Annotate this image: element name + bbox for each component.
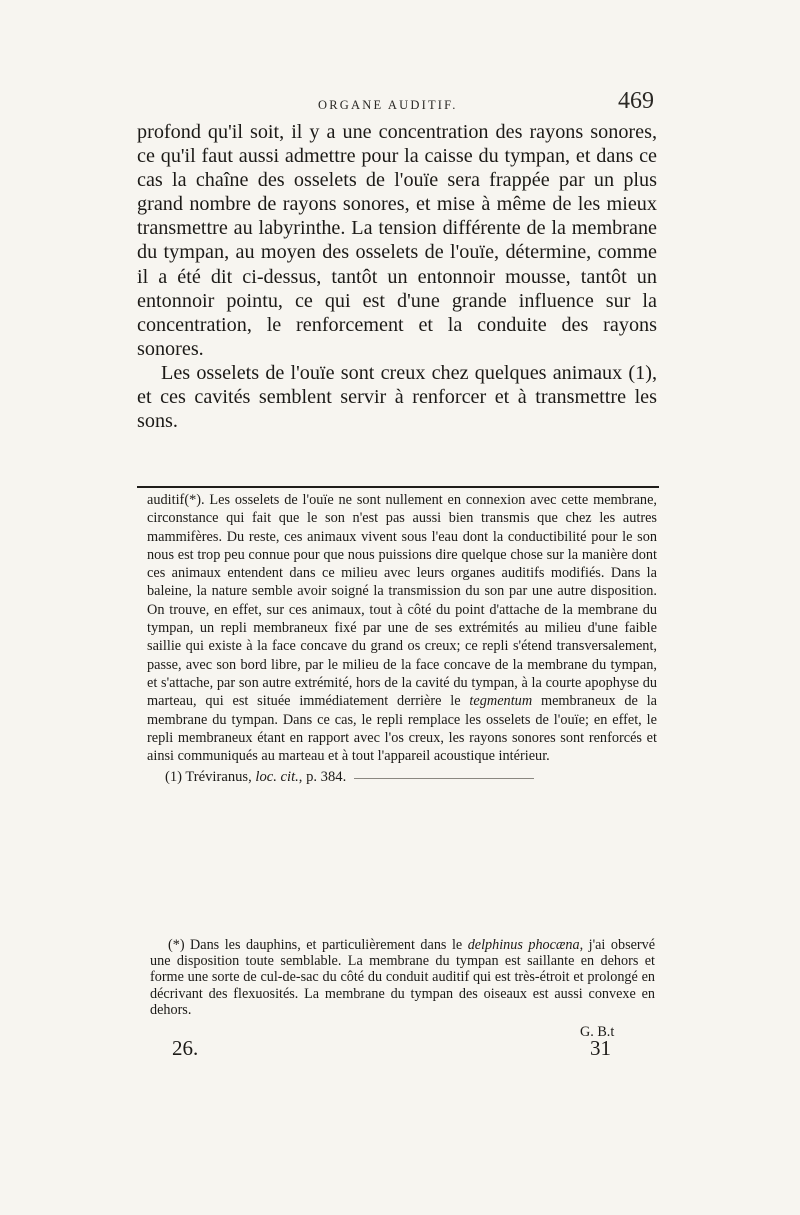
footnote-continuation-text: auditif(*). Les osselets de l'ouïe ne sont nullement en connexion avec cette membrane, circonstance qui fait que le son n'est pas aussi bien transmis que chez les autres mammifères. Du reste, ces animaux vivent sous l'eau dont la conductibilité pour le son nous est trop peu connue pour que nous puissions dire quelque chose sur la manière dont ces animaux entendent dans ce milieu avec leurs organes auditifs modifiés. Dans la baleine, la nature semble avoir soigné la transmission du son par une autre disposition. On trouve, en effet, sur ces animaux, tout à côté du point d'attache de la membrane du tympan, un repli membraneux fixé par une de ses extrémités au milieu d'une faible saillie qui existe à la face concave du grand os creux; ce repli s'étend transversalement, passe, avec son bord libre, par le milieu de la face concave de la membrane du tympan, et s'attache, par son autre extrémité, hors de la cavité du tympan, à la courte apophyse du marteau, qui est située immédiatement derrière le	[147, 492, 657, 710]
footnote-1-page: , p. 384.	[298, 769, 347, 786]
page-number: 469	[618, 88, 654, 114]
footnote-1-label: (1) Tréviranus,	[165, 769, 252, 786]
signature-mark-left: 26.	[172, 1036, 199, 1060]
footnote-star-species: delphinus phocæna	[467, 937, 580, 953]
footnote-star	[150, 937, 655, 1018]
main-paragraph-2: Les osselets de l'ouïe sont creux chez quelques animaux (1), et ces cavités semblent servir à renforcer et à transmettre les sons.	[137, 361, 657, 433]
footnotes	[147, 491, 657, 787]
footnote-star-after: , j'ai observé une disposition toute semblable. La membrane du tympan est saillante en dehors et forme une sorte de cul-de-sac du côté du conduit auditif qui est très-étroit et prolongé en décrivant des flexuosités. La membrane du tympan des oiseaux est aussi convexe en dehors.	[150, 937, 655, 1018]
footnote-star-before: (*) Dans les dauphins, et particulièrement dans le	[168, 937, 463, 953]
main-paragraph-1: profond qu'il soit, il y a une concentration des rayons sonores, ce qu'il faut aussi admettre pour la caisse du tympan, et dans ce cas la chaîne des osselets de l'ouïe sera frappée par un plus grand nombre de rayons sonores, et mise à même de les mieux transmettre au labyrinthe. La tension différente de la membrane du tympan, au moyen des osselets de l'ouïe, détermine, comme il a été dit ci-dessus, tantôt un entonnoir mousse, tantôt un entonnoir pointu, ce qui est d'une grande influence sur la concentration, le renforcement et la conduite des rayons sonores.	[137, 121, 657, 360]
footnote-continuation	[147, 491, 657, 765]
footnote-italic-term: tegmentum	[469, 693, 533, 710]
footnote-1-rule	[354, 778, 534, 779]
footnote-continuation-end: membraneux de la membrane du tympan. Dans ce cas, le repli remplace les osselets de l'ouïe; en effet, le repli membraneux étant en rapport avec l'os creux, les rayons sonores sont renforcés et ainsi communiqués au marteau et à tout l'appareil acoustique intérieur.	[147, 693, 658, 765]
footnote-initials: G. B.t	[580, 1024, 615, 1040]
footnote-divider	[137, 486, 659, 488]
main-text	[137, 120, 657, 433]
footnote-1	[147, 768, 657, 786]
footnote-1-citation: loc. cit.	[255, 769, 299, 786]
running-title: ORGANE AUDITIF.	[318, 98, 458, 112]
signature-mark-right: 31	[590, 1036, 611, 1060]
